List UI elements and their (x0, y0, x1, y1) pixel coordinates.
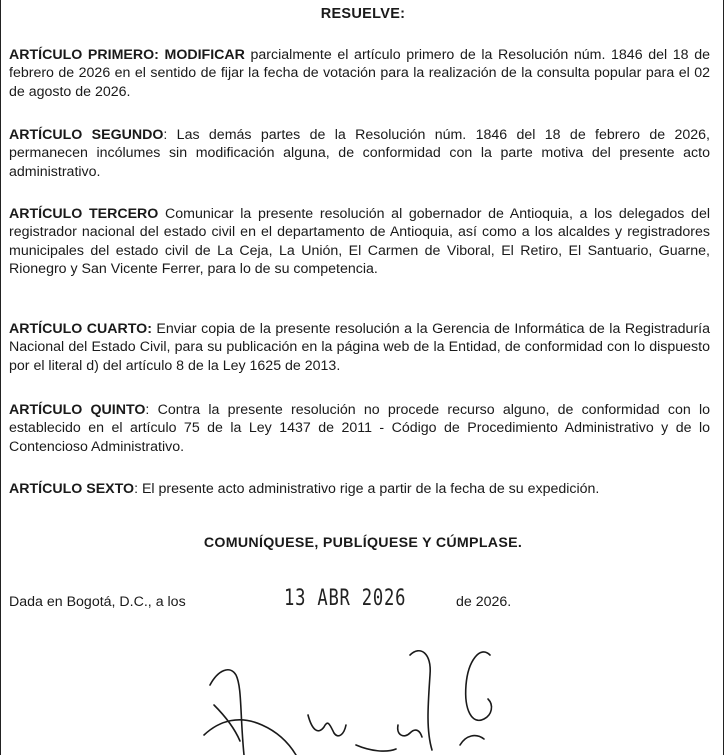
article-tercero (9, 205, 710, 278)
article-quinto (9, 401, 710, 456)
article-segundo (9, 126, 710, 181)
article-text: : El presente acto administrativo rige a partir de la fecha de su expedición. (134, 481, 600, 497)
article-label: ARTÍCULO SEGUNDO (9, 127, 164, 143)
article-text: Comunicar la presente resolución al gobernador de Antioquia, a los delegados del registrador nacional del estado civil en el departamento de Antioquia, así como a los alcaldes y registradores municipales del estado civil de La Ceja, La Unión, El Carmen de Viboral, El Retiro, El Santuario, Guarne, Rionegro y San Vicente Ferrer, para lo de su competencia. (9, 206, 710, 277)
article-text: Enviar copia de la presente resolución a la Gerencia de Informática de la Registraduría Nacional del Estado Civil, para su publicación en la página web de la Entidad, de conformidad con lo dispuesto por el literal d) del artículo 8 de la Ley 1625 de 2013. (9, 321, 711, 374)
article-label: ARTÍCULO TERCERO (9, 206, 159, 222)
signature-icon (200, 615, 500, 755)
article-label: ARTÍCULO CUARTO: (9, 321, 152, 337)
article-label: ARTÍCULO SEXTO (9, 481, 135, 497)
closing-statement: COMUNÍQUESE, PUBLÍQUESE Y CÚMPLASE. (203, 535, 523, 551)
section-heading: RESUELVE: (320, 6, 406, 22)
article-sexto (9, 480, 710, 498)
article-text: : Contra la presente resolución no procede recurso alguno, de conformidad con lo establecido en el artículo 75 de la Ley 1437 de 2011 - Código de Procedimiento Administrativo y de lo Contencioso Administrativo. (9, 402, 710, 455)
article-primero (9, 46, 710, 101)
article-text: parcialmente el artículo primero de la Resolución núm. 1846 del 18 de febrero de 2026 en el sentido de fijar la fecha de votación para la realización de la consulta popular para el 02 de agosto de 2026. (9, 47, 710, 100)
date-stamp: 13 ABR 2026 (284, 586, 407, 611)
article-label: ARTÍCULO PRIMERO: MODIFICAR (9, 47, 245, 63)
date-prefix: Dada en Bogotá, D.C., a los (9, 594, 186, 610)
date-suffix: de 2026. (456, 594, 512, 610)
article-cuarto (9, 320, 710, 375)
article-label: ARTÍCULO QUINTO (9, 402, 146, 418)
article-text: : Las demás partes de la Resolución núm. 1846 del 18 de febrero de 2026, permanecen incólumes sin modificación alguna, de conformidad con la parte motiva del presente acto administrativo. (9, 127, 710, 180)
